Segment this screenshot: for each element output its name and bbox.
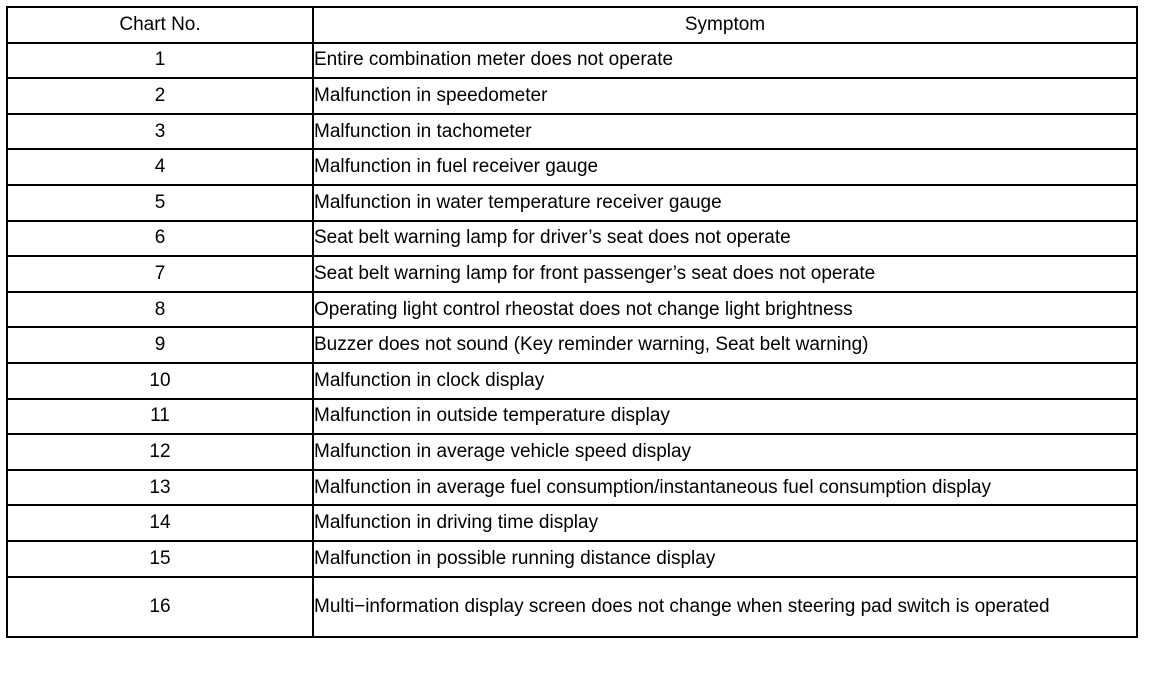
chart-number-cell: 6 xyxy=(7,221,313,257)
symptom-cell: Buzzer does not sound (Key reminder warning, Seat belt warning) xyxy=(313,327,1137,363)
column-header-chart-no: Chart No. xyxy=(7,7,313,43)
chart-number-cell: 15 xyxy=(7,541,313,577)
table-row xyxy=(7,363,1137,399)
chart-number-cell: 5 xyxy=(7,185,313,221)
chart-number-cell: 8 xyxy=(7,292,313,328)
symptom-cell: Entire combination meter does not operate xyxy=(313,43,1137,79)
symptom-chart-table xyxy=(6,6,1138,638)
symptom-cell: Operating light control rheostat does not change light brightness xyxy=(313,292,1137,328)
symptom-cell: Malfunction in possible running distance display xyxy=(313,541,1137,577)
symptom-cell: Multi−information display screen does not change when steering pad switch is operated xyxy=(313,577,1137,637)
chart-number-cell: 13 xyxy=(7,470,313,506)
chart-number-cell: 10 xyxy=(7,363,313,399)
chart-number-cell: 2 xyxy=(7,78,313,114)
table-row xyxy=(7,292,1137,328)
symptom-cell: Malfunction in speedometer xyxy=(313,78,1137,114)
column-header-symptom: Symptom xyxy=(313,7,1137,43)
table-row xyxy=(7,399,1137,435)
chart-number-cell: 3 xyxy=(7,114,313,150)
table-row xyxy=(7,505,1137,541)
table-row xyxy=(7,327,1137,363)
chart-number-cell: 9 xyxy=(7,327,313,363)
chart-number-cell: 1 xyxy=(7,43,313,79)
table-header-row xyxy=(7,7,1137,43)
table-row xyxy=(7,434,1137,470)
chart-number-cell: 11 xyxy=(7,399,313,435)
table-row xyxy=(7,149,1137,185)
symptom-cell: Seat belt warning lamp for front passenger’s seat does not operate xyxy=(313,256,1137,292)
symptom-cell: Malfunction in average vehicle speed display xyxy=(313,434,1137,470)
symptom-cell: Malfunction in water temperature receiver gauge xyxy=(313,185,1137,221)
symptom-cell: Malfunction in driving time display xyxy=(313,505,1137,541)
chart-number-cell: 4 xyxy=(7,149,313,185)
symptom-cell: Malfunction in fuel receiver gauge xyxy=(313,149,1137,185)
symptom-cell: Malfunction in clock display xyxy=(313,363,1137,399)
table-row xyxy=(7,221,1137,257)
chart-number-cell: 12 xyxy=(7,434,313,470)
symptom-cell: Malfunction in average fuel consumption/instantaneous fuel consumption display xyxy=(313,470,1137,506)
table-row xyxy=(7,43,1137,79)
symptom-cell: Seat belt warning lamp for driver’s seat does not operate xyxy=(313,221,1137,257)
chart-number-cell: 14 xyxy=(7,505,313,541)
table-row xyxy=(7,256,1137,292)
symptom-cell: Malfunction in tachometer xyxy=(313,114,1137,150)
table-row xyxy=(7,78,1137,114)
chart-number-cell: 7 xyxy=(7,256,313,292)
symptom-cell: Malfunction in outside temperature display xyxy=(313,399,1137,435)
chart-number-cell: 16 xyxy=(7,577,313,637)
table-row xyxy=(7,541,1137,577)
table-row xyxy=(7,185,1137,221)
table-row xyxy=(7,114,1137,150)
table-row xyxy=(7,577,1137,637)
table-row xyxy=(7,470,1137,506)
